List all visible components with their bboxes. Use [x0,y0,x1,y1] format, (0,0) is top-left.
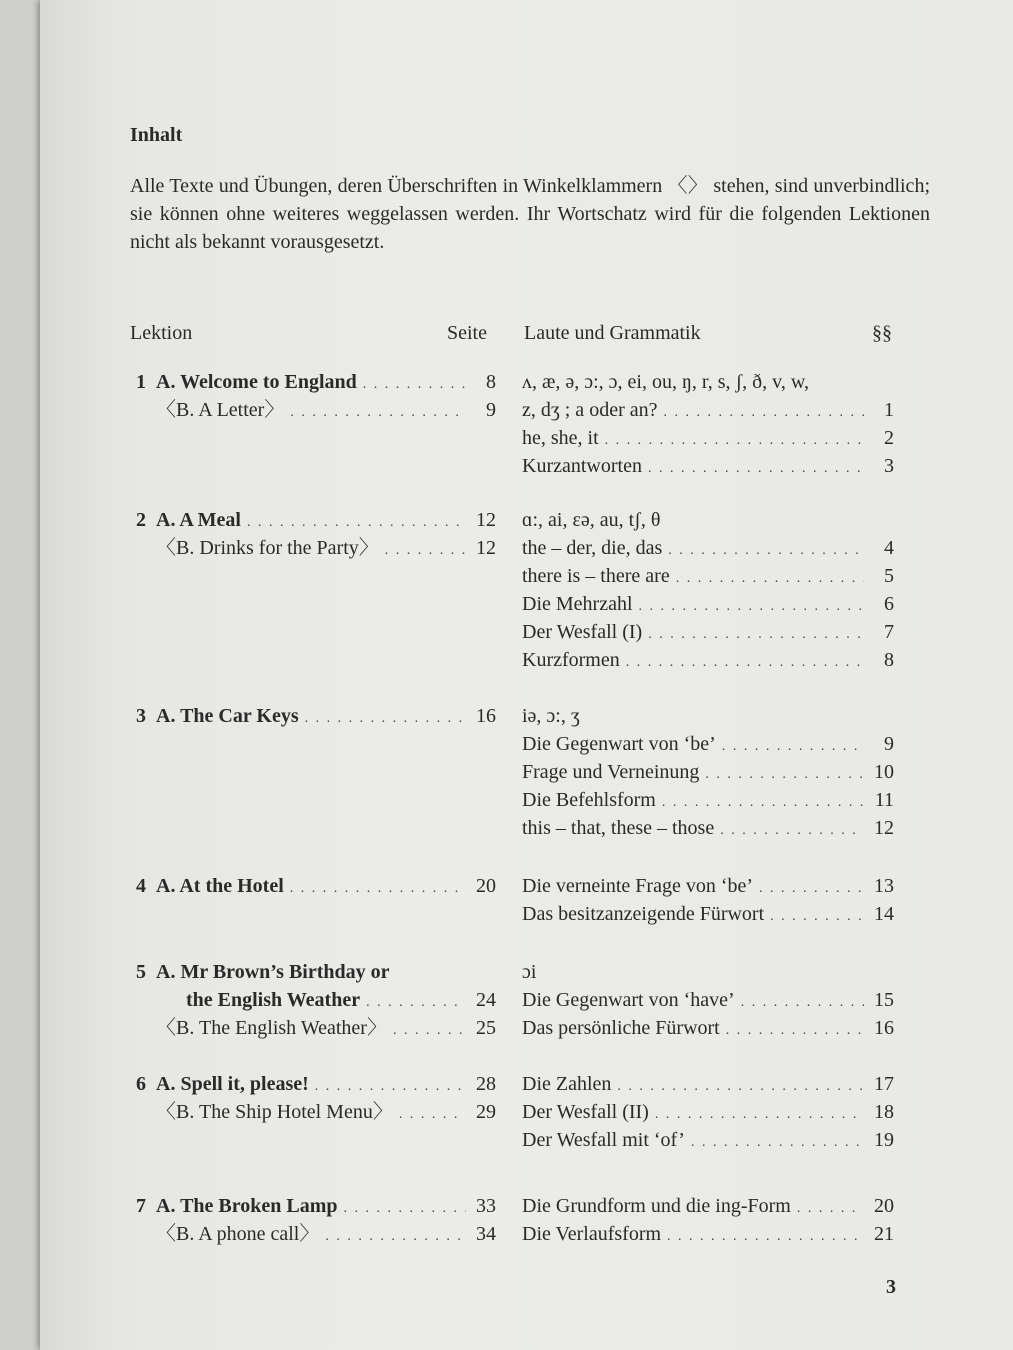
lesson-number: 3 [136,705,146,727]
grammar-text: Die Gegenwart von ‘be’ [522,733,716,755]
grammar-row [522,730,894,758]
lesson-1-titles [136,368,496,424]
grammar-text: Frage und Verneinung [522,761,700,783]
lesson-title: 〈B. The English Weather〉 [156,1017,387,1039]
lesson-7-titles [136,1192,496,1248]
lesson-page: 29 [476,1101,496,1123]
lesson-title-row [136,1192,496,1220]
lesson-2-grammar [522,506,894,674]
grammar-text: Das persönliche Fürwort [522,1017,720,1039]
grammar-row [522,590,894,618]
lesson-5-titles [136,958,496,1042]
lesson-title-row [136,1070,496,1098]
grammar-paragraph: 4 [884,537,894,559]
column-header-seite: Seite [447,322,487,344]
lesson-title: 〈B. Drinks for the Party〉 [156,537,379,559]
grammar-text: there is – there are [522,565,670,587]
lesson-page: 9 [486,399,496,421]
grammar-row [522,368,894,396]
grammar-text: Kurzformen [522,649,620,671]
intro-paragraph: Alle Texte und Übungen, deren Überschriften in Winkelklammern 〈〉 stehen, sind unverbindlich; sie können ohne weiteres weggelassen werden. Ihr Wortschatz wird für die folgenden Lektionen nicht als bekannt vorausgesetzt. [130,175,930,253]
book-page [40,0,1013,1350]
lesson-title: A. A Meal [156,509,241,531]
grammar-text: Die Befehlsform [522,789,656,811]
grammar-row [522,786,894,814]
grammar-text: Der Wesfall (II) [522,1101,649,1123]
grammar-text: the – der, die, das [522,537,663,559]
lesson-title: the English Weather [186,989,361,1011]
grammar-text: Der Wesfall (I) [522,621,643,643]
lesson-4-titles [136,872,496,900]
grammar-row [522,1126,894,1154]
grammar-row [522,1192,894,1220]
lesson-title-row [136,872,496,900]
grammar-paragraph: 1 [884,399,894,421]
grammar-paragraph: 14 [874,903,894,925]
grammar-row [522,1070,894,1098]
grammar-paragraph: 12 [874,817,894,839]
lesson-4-grammar [522,872,894,928]
lesson-number: 6 [136,1073,146,1095]
lesson-number: 5 [136,961,146,983]
grammar-row [522,900,894,928]
grammar-paragraph: 8 [884,649,894,671]
lesson-2-titles [136,506,496,562]
lesson-title-row [136,1098,496,1126]
lesson-title: 〈B. A Letter〉 [156,399,285,421]
grammar-row [522,646,894,674]
grammar-text: ʌ, æ, ə, ɔ:, ɔ, ei, ou, ŋ, r, s, ʃ, ð, v, w, [522,371,810,393]
column-header-lektion: Lektion [130,322,193,344]
lesson-page: 24 [476,989,496,1011]
grammar-row [522,424,894,452]
grammar-paragraph: 21 [874,1223,894,1245]
grammar-row [522,958,894,986]
lesson-5-grammar [522,958,894,1042]
lesson-page: 34 [476,1223,496,1245]
lesson-title-row [136,958,496,986]
lesson-page: 16 [476,705,496,727]
grammar-text: Das besitzanzeigende Fürwort [522,903,765,925]
grammar-paragraph: 17 [874,1073,894,1095]
grammar-text: Die Mehrzahl [522,593,633,615]
lesson-page: 33 [476,1195,496,1217]
grammar-row [522,986,894,1014]
lesson-title-row [136,534,496,562]
lesson-3-grammar [522,702,894,842]
grammar-paragraph: 10 [874,761,894,783]
grammar-text: Die Verlaufsform [522,1223,662,1245]
grammar-row [522,562,894,590]
lesson-1-grammar [522,368,894,480]
grammar-text: ɑ:, ai, ɛə, au, tʃ, θ [522,509,661,531]
grammar-row [522,506,894,534]
lesson-number: 4 [136,875,146,897]
grammar-paragraph: 15 [874,989,894,1011]
grammar-row [522,396,894,424]
lesson-6-titles [136,1070,496,1126]
lesson-6-grammar [522,1070,894,1154]
grammar-row [522,814,894,842]
page-number: 3 [886,1276,896,1298]
grammar-paragraph: 19 [874,1129,894,1151]
grammar-paragraph: 9 [884,733,894,755]
grammar-paragraph: 16 [874,1017,894,1039]
lesson-title-row [136,1220,496,1248]
grammar-paragraph: 18 [874,1101,894,1123]
lesson-title: A. Mr Brown’s Birthday or [156,961,390,983]
grammar-paragraph: 3 [884,455,894,477]
grammar-paragraph: 7 [884,621,894,643]
lesson-title: A. The Car Keys [156,705,299,727]
lesson-title: A. Welcome to England [156,371,357,393]
lesson-title-row [136,396,496,424]
grammar-text: Die verneinte Frage von ‘be’ [522,875,754,897]
lesson-page: 20 [476,875,496,897]
grammar-paragraph: 11 [874,789,894,811]
grammar-row [522,618,894,646]
lesson-number: 1 [136,371,146,393]
grammar-text: z, dʒ ; a oder an? [522,399,658,421]
lesson-title: 〈B. The Ship Hotel Menu〉 [156,1101,393,1123]
lesson-title-row [136,368,496,396]
grammar-row [522,1220,894,1248]
lesson-3-titles [136,702,496,730]
grammar-paragraph: 6 [884,593,894,615]
grammar-row [522,758,894,786]
lesson-title-row [136,986,496,1014]
grammar-text: ɔi [522,961,537,983]
lesson-title-row [136,702,496,730]
lesson-page: 28 [476,1073,496,1095]
grammar-row [522,1014,894,1042]
lesson-title: A. At the Hotel [156,875,284,897]
grammar-text: Die Zahlen [522,1073,612,1095]
lesson-page: 25 [476,1017,496,1039]
grammar-text: Kurzantworten [522,455,642,477]
column-header-paragraphs: §§ [872,322,892,344]
lesson-number: 2 [136,509,146,531]
lesson-title: A. The Broken Lamp [156,1195,338,1217]
lesson-title-row [136,506,496,534]
lesson-page: 12 [476,509,496,531]
lesson-page: 8 [486,371,496,393]
lesson-title: 〈B. A phone call〉 [156,1223,320,1245]
grammar-paragraph: 20 [874,1195,894,1217]
grammar-text: Die Grundform und die ing-Form [522,1195,791,1217]
grammar-row [522,872,894,900]
grammar-paragraph: 5 [884,565,894,587]
grammar-paragraph: 2 [884,427,894,449]
lesson-7-grammar [522,1192,894,1248]
lesson-number: 7 [136,1195,146,1217]
grammar-row [522,1098,894,1126]
lesson-title: A. Spell it, please! [156,1073,309,1095]
column-header-laute: Laute und Grammatik [524,322,701,344]
grammar-text: iə, ɔ:, ʒ [522,705,580,727]
lesson-title-row [136,1014,496,1042]
lesson-page: 12 [476,537,496,559]
grammar-row [522,534,894,562]
grammar-text: Der Wesfall mit ‘of’ [522,1129,685,1151]
grammar-text: Die Gegenwart von ‘have’ [522,989,735,1011]
grammar-row [522,452,894,480]
page-heading: Inhalt [130,124,183,146]
grammar-text: he, she, it [522,427,599,449]
grammar-text: this – that, these – those [522,817,715,839]
grammar-paragraph: 13 [874,875,894,897]
grammar-row [522,702,894,730]
